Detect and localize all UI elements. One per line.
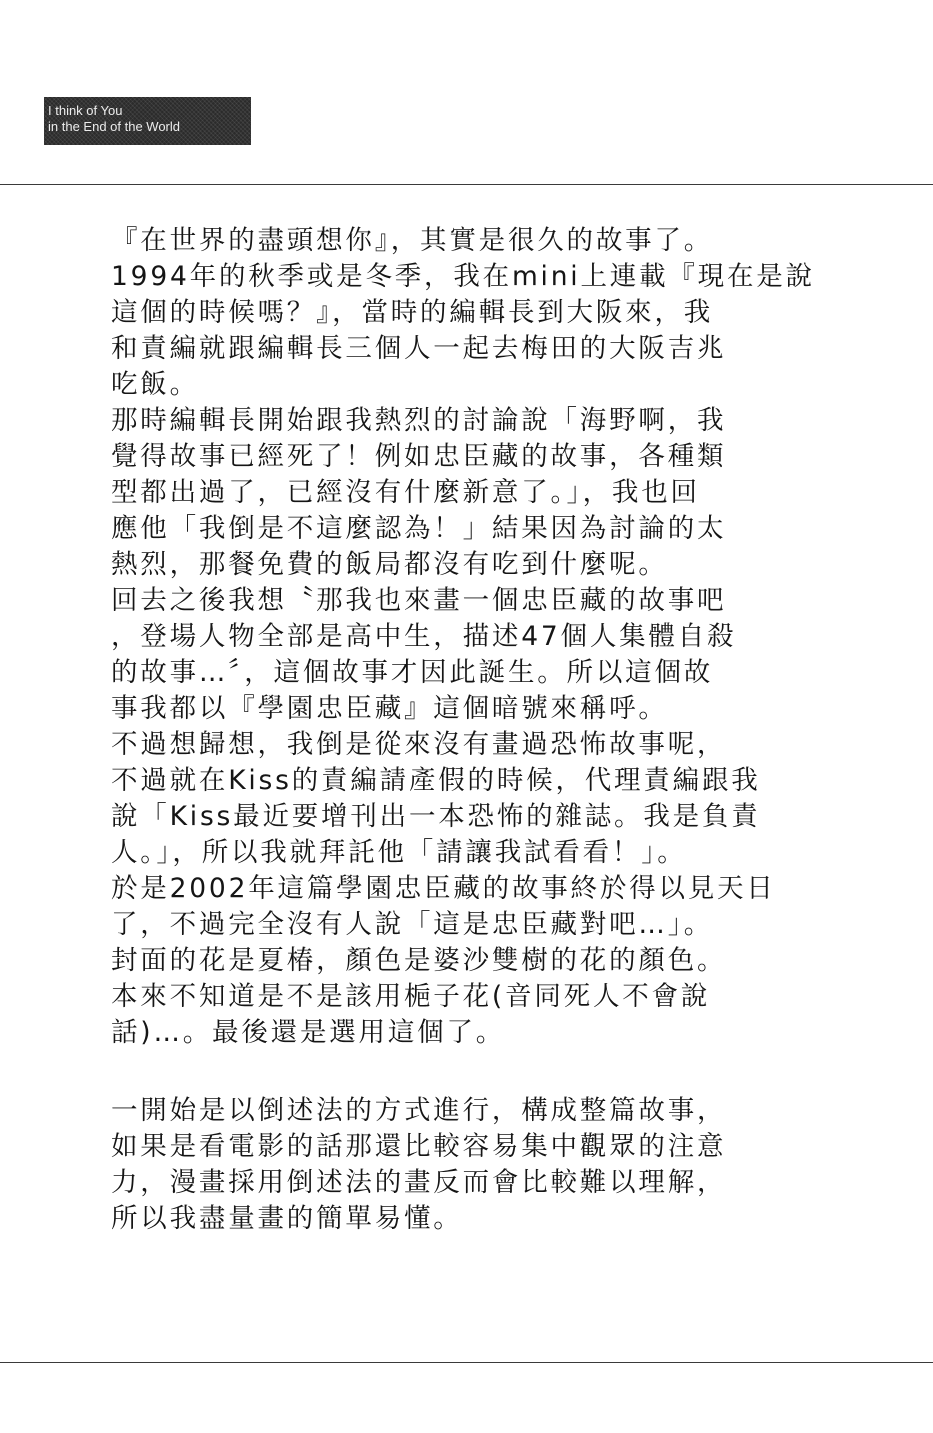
paragraph-2 <box>111 1093 847 1237</box>
text-line: 的故事…〞，這個故事才因此誕生。所以這個故 <box>111 657 714 688</box>
text-line: 『在世界的盡頭想你』，其實是很久的故事了。 <box>111 225 714 256</box>
text-line: 封面的花是夏椿，顏色是婆沙雙樹的花的顏色。 <box>111 945 727 976</box>
text-line: 本來不知道是不是該用梔子花(音同死人不會說 <box>111 981 711 1012</box>
text-line: 型都出過了，已經沒有什麼新意了。」，我也回 <box>111 477 700 508</box>
text-line: 熱烈，那餐免費的飯局都沒有吃到什麼呢。 <box>111 549 668 580</box>
text-line: 和責編就跟編輯長三個人一起去梅田的大阪吉兆 <box>111 333 727 364</box>
text-line: 如果是看電影的話那還比較容易集中觀眾的注意 <box>111 1131 727 1162</box>
text-line: 1994年的秋季或是冬季，我在mini上連載『現在是說 <box>111 261 815 292</box>
text-line: 所以我盡量畫的簡單易懂。 <box>111 1203 463 1234</box>
text-line: 應他「我倒是不這麼認為！」結果因為討論的太 <box>111 513 727 544</box>
paragraph-1 <box>111 223 847 1051</box>
text-line: 於是2002年這篇學園忠臣藏的故事終於得以見天日 <box>111 873 776 904</box>
text-line: 力，漫畫採用倒述法的畫反而會比較難以理解， <box>111 1167 727 1198</box>
text-line: 話)…。最後還是選用這個了。 <box>111 1017 506 1048</box>
series-title-line-2: in the End of the World <box>48 119 181 134</box>
top-divider <box>0 184 933 185</box>
text-line: 一開始是以倒述法的方式進行，構成整篇故事， <box>111 1095 727 1126</box>
text-line: 吃飯。 <box>111 369 199 400</box>
text-line: 覺得故事已經死了！例如忠臣藏的故事，各種類 <box>111 441 727 472</box>
bottom-divider <box>0 1362 933 1363</box>
text-line: 人。」，所以我就拜託他「請讓我試看看！」。 <box>111 837 687 868</box>
text-line: 說「Kiss最近要增刊出一本恐怖的雜誌。我是負責 <box>111 801 761 832</box>
text-line: ，登場人物全部是高中生，描述47個人集體自殺 <box>111 621 737 652</box>
text-line: 不過想歸想，我倒是從來沒有畫過恐怖故事呢， <box>111 729 727 760</box>
text-line: 事我都以『學園忠臣藏』這個暗號來稱呼。 <box>111 693 668 724</box>
text-line: 不過就在Kiss的責編請產假的時候，代理責編跟我 <box>111 765 761 796</box>
text-line: 這個的時候嗎？』，當時的編輯長到大阪來，我 <box>111 297 714 328</box>
series-title-badge <box>44 97 251 145</box>
afterword-text <box>111 223 847 1237</box>
series-title-line-1: I think of You <box>48 103 123 118</box>
text-line: 那時編輯長開始跟我熱烈的討論說「海野啊，我 <box>111 405 727 436</box>
text-line: 了，不過完全沒有人說「這是忠臣藏對吧…」。 <box>111 909 714 940</box>
text-line: 回去之後我想〝那我也來畫一個忠臣藏的故事吧 <box>111 585 727 616</box>
